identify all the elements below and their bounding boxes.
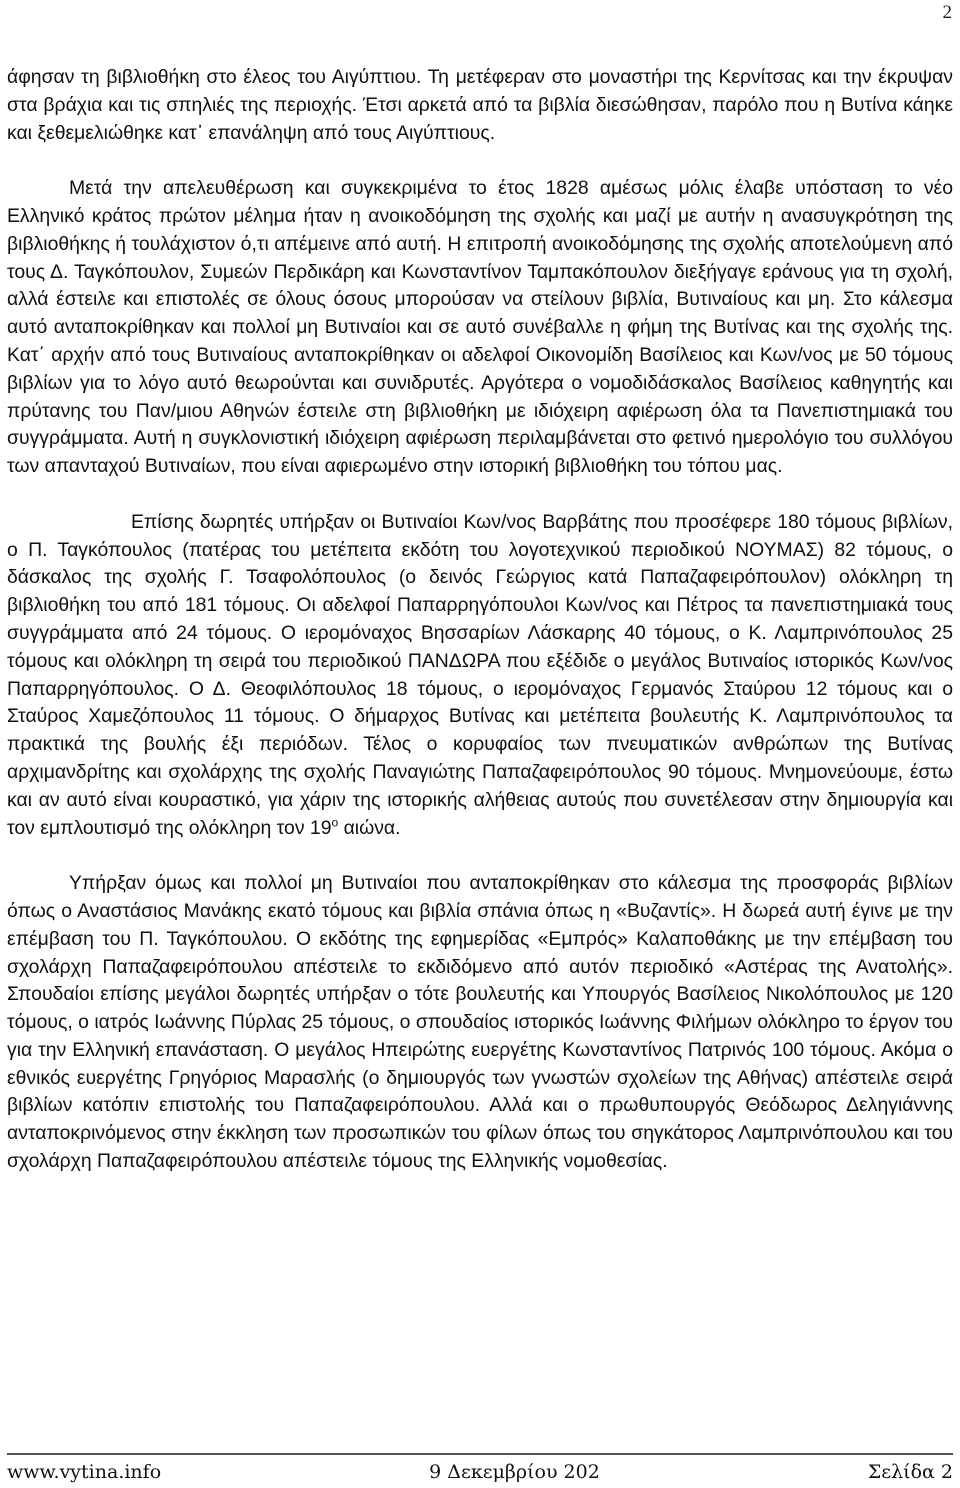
footer-website: www.vytina.info <box>7 1461 162 1483</box>
paragraph-3-text: Επίσης δωρητές υπήρξαν οι Βυτιναίοι Κων/νος Βαρβάτης που προσέφερε 180 τόμους βιβλίων, ο Π. Ταγκόπουλος (πατέρας του μετέπειτα εκδότη του λογοτεχνικού περιοδικού ΝΟΥΜΑΣ) 82 τόμους, ο δάσκαλος της σχολής Γ. Τσαφολόπουλος (ο δεινός Γεώργιος κατά Παπαζαφειρόπουλον) ολόκληρη τη βιβλιοθήκη του από 181 τόμους. Οι αδελφοί Παπαρρηγόπουλοι Κων/νος και Πέτρος τα πανεπιστημιακά τους συγγράμματα από 24 τόμους. Ο ιερομόναχος Βησσαρίων Λάσκαρης 40 τόμους, ο Κ. Λαμπρινόπουλος 25 τόμους και ολόκληρη τη σειρά του περιοδικού ΠΑΝΔΩΡΑ που εξέδιδε ο μεγάλος Βυτιναίος ιστορικός Κων/νος Παπαρρηγόπουλος. Ο Δ. Θεοφιλόπουλος 18 τόμους, ο ιερομόναχος Γερμανός Σταύρου 12 τόμους και ο Σταύρος Χαμεζόπουλος 11 τόμους. Ο δήμαρχος Βυτίνας και μετέπειτα βουλευτής Κ. Λαμπρινόπουλος τα πρακτικά της βουλής έξι περιόδων. Τέλος ο κορυφαίος των πνευματικών ανθρώπων της Βυτίνας αρχιμανδρίτης και σχολάρχης της σχολής Παναγιώτης Παπαζαφειρόπουλος 90 τόμους. Μνημονεύουμε, έστω και αν αυτό είναι κουραστικό, για χάριν της ιστορικής αλήθειας αυτούς που συνετέλεσαν στην δημιουργία και τον εμπλουτισμό της ολόκληρη τον 19 <box>7 510 953 839</box>
page-footer <box>7 1461 953 1483</box>
paragraph-2: Μετά την απελευθέρωση και συγκεκριμένα το έτος 1828 αμέσως μόλις έλαβε υπόσταση το νέο Ελληνικό κράτος πρώτον μέλημα ήταν η ανοικοδόμηση της σχολής και μαζί με αυτήν η ανασυγκρότηση της βιβλιοθήκης ή τουλάχιστον ό,τι απέμεινε από αυτή. Η επιτροπή ανοικοδόμησης της σχολής αποτελούμενη από τους Δ. Ταγκόπουλον, Συμεών Περδικάρη και Κωνσταντίνον Ταμπακόπουλον διεξήγαγε εράνους για τη σχολή, αλλά έστειλε και επιστολές σε όλους όσους μπορούσαν να στείλουν βιβλία, Βυτιναίους και μη. Στο κάλεσμα αυτό ανταποκρίθηκαν και πολλοί μη Βυτιναίοι και σε αυτό συνέβαλλε η φήμη της Βυτίνας και της σχολής της. Κατ΄ αρχήν από τους Βυτιναίους ανταποκρίθηκαν οι αδελφοί Οικονομίδη Βασίλειος και Κων/νος με 50 τόμους βιβλίων για το λόγο αυτό θεωρούνται και συνιδρυτές. Αργότερα ο νομοδιδάσκαλος Βασίλειος καθηγητής και πρύτανης του Παν/μιου Αθηνών έστειλε στη βιβλιοθήκη με ιδιόχειρη αφιέρωση όλα τα Πανεπιστημιακά του συγγράμματα. Αυτή η συγκλονιστική ιδιόχειρη αφιέρωση περιλαμβάνεται στο φετινό ημερολόγιο του συλλόγου των απανταχού Βυτιναίων, που είναι αφιερωμένο στην ιστορική βιβλιοθήκη του τόπου μας. <box>7 177 953 478</box>
paragraph-4: Υπήρξαν όμως και πολλοί μη Βυτιναίοι που ανταποκρίθηκαν στο κάλεσμα της προσφοράς βιβλίων όπως ο Αναστάσιος Μανάκης εκατό τόμους και βιβλία σπάνια όπως η «Βυζαντίς». Η δωρεά αυτή έγινε με την επέμβαση του Π. Ταγκόπουλου. Ο εκδότης της εφημερίδας «Εμπρός» Καλαποθάκης με την επέμβαση του σχολάρχη Παπαζαφειρόπουλου απέστειλε το εκδιδόμενο από αυτόν περιοδικό «Αστέρας της Ανατολής». Σπουδαίοι επίσης μεγάλοι δωρητές υπήρξαν ο τότε βουλευτής και Υπουργός Βασίλειος Νικολόπουλος με 120 τόμους, ο ιατρός Ιωάννης Πύρλας 25 τόμους, ο σπουδαίος ιστορικός Ιωάννης Φιλήμων ολόκληρο το έργον του για την Ελληνική επανάσταση. Ο μεγάλος Ηπειρώτης ευεργέτης Κωνσταντίνος Πατρινός 100 τόμους. Ακόμα ο εθνικός ευεργέτης Γρηγόριος Μαρασλής (ο δημιουργός των γνωστών σχολείων της Αθήνας) απέστειλε σειρά βιβλίων κατόπιν επιστολής του Παπαζαφειρόπουλου. Αλλά και ο πρωθυπουργός Θεόδωρος Δεληγιάννης ανταποκρινόμενος στην έκκληση των προσωπικών του φίλων όπως του σηγκάτορος Λαμπρινόπουλου και του σχολάρχη Παπαζαφειρόπουλου απέστειλε τόμους της Ελληνικής νομοθεσίας. <box>7 872 953 1173</box>
footer-page-label: Σελίδα 2 <box>867 1461 953 1483</box>
footer-date: 9 Δεκεμβρίου 202 <box>429 1461 600 1483</box>
paragraph-gap <box>7 147 953 175</box>
superscript-o: ο <box>331 815 339 830</box>
paragraph-3 <box>7 509 953 843</box>
paragraph-gap <box>7 842 953 870</box>
document-body <box>7 64 953 1176</box>
paragraph-1: άφησαν τη βιβλιοθήκη στο έλεος του Αιγύπτιου. Τη μετέφεραν στο μοναστήρι της Κερνίτσας και την έκρυψαν στα βράχια και τις σπηλιές της περιοχής. Έτσι αρκετά από τα βιβλία διεσώθησαν, παρόλο που η Βυτίνα κάηκε και ξεθεμελιώθηκε κατ᾿ επανάληψη από τους Αιγύπτιους. <box>7 66 953 144</box>
paragraph-3-end: αιώνα. <box>338 816 401 839</box>
footer-divider <box>7 1453 953 1455</box>
page-number: 2 <box>942 2 952 23</box>
paragraph-gap <box>7 481 953 509</box>
